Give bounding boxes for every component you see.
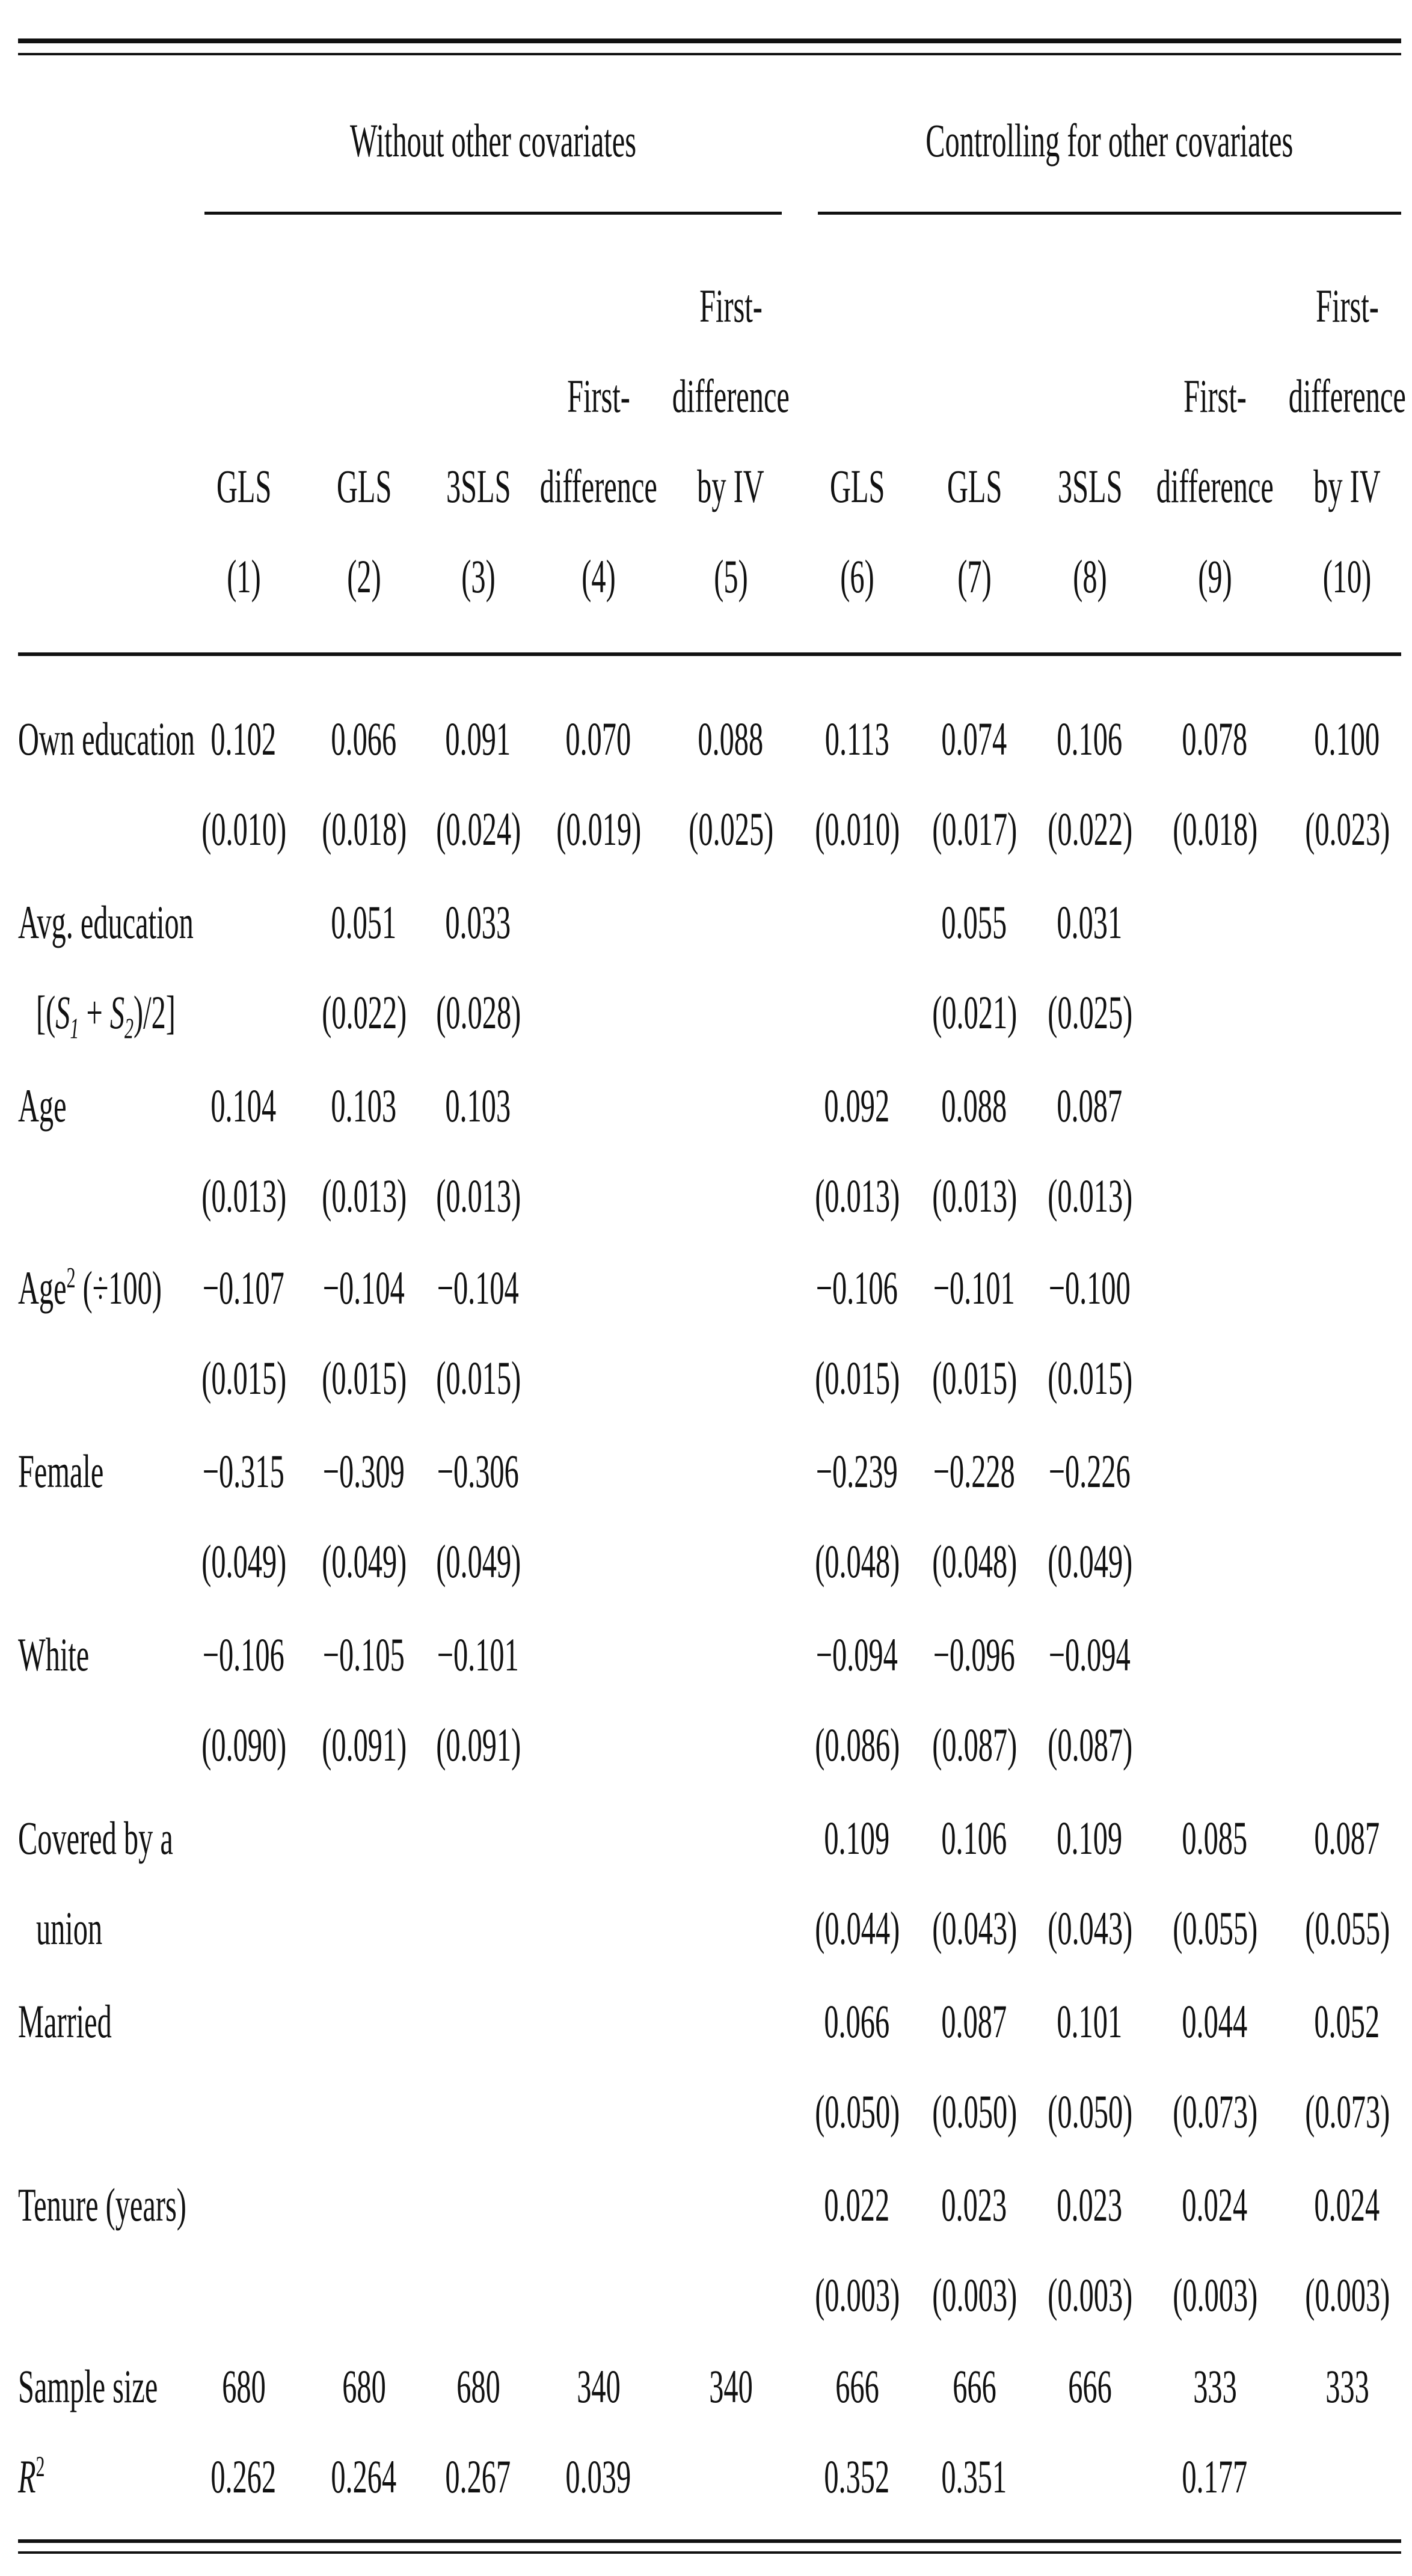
header-rule	[18, 652, 1401, 656]
sample-size-value: 333	[1193, 2360, 1237, 2412]
table-cell-std-error: (0.015)	[201, 1352, 286, 1404]
table-cell-estimate: 0.091	[445, 713, 511, 765]
table-cell-estimate: 0.087	[1057, 1079, 1123, 1132]
table-cell-std-error: (0.049)	[201, 1535, 286, 1587]
table-cell-estimate: 0.113	[824, 713, 889, 765]
r-squared-value: 0.177	[1182, 2450, 1248, 2503]
table-cell-estimate: 0.023	[1057, 2179, 1123, 2231]
r-squared-label: $R^2$	[18, 2450, 45, 2503]
column-number: (6)	[840, 550, 874, 603]
column-number: (2)	[346, 550, 381, 603]
row-label: union	[36, 1902, 103, 1954]
column-number: (3)	[461, 550, 496, 603]
table-cell-std-error: (0.091)	[321, 1719, 407, 1771]
table-cell-std-error: (0.024)	[435, 803, 521, 855]
table-cell-estimate: 0.033	[445, 896, 511, 948]
table-cell-estimate: −0.101	[437, 1628, 519, 1681]
table-cell-std-error: (0.013)	[1047, 1170, 1132, 1222]
row-label: Own education	[18, 713, 195, 765]
table-cell-std-error: (0.025)	[688, 803, 773, 855]
column-number: (8)	[1072, 550, 1107, 603]
table-cell-estimate: −0.105	[322, 1628, 405, 1681]
table-cell-std-error: (0.073)	[1304, 2085, 1390, 2138]
column-number: (7)	[957, 550, 992, 603]
table-cell-estimate: 0.066	[331, 713, 397, 765]
table-cell-estimate: 0.104	[210, 1079, 277, 1132]
table-cell-estimate: −0.106	[202, 1628, 284, 1681]
table-cell-std-error: (0.015)	[1047, 1352, 1132, 1404]
table-cell-std-error: (0.023)	[1304, 803, 1390, 855]
table-cell-estimate: 0.109	[824, 1812, 890, 1864]
table-cell-std-error: (0.073)	[1172, 2085, 1257, 2138]
table-cell-estimate: −0.104	[437, 1262, 519, 1314]
sample-size-value: 666	[1067, 2360, 1112, 2412]
table-cell-std-error: (0.050)	[932, 2085, 1017, 2138]
table-cell-estimate: 0.088	[941, 1079, 1007, 1132]
table-cell-std-error: (0.050)	[814, 2085, 900, 2138]
table-cell-std-error: (0.003)	[814, 2269, 900, 2321]
table-cell-std-error: (0.055)	[1172, 1902, 1257, 1954]
table-cell-estimate: 0.100	[1314, 713, 1380, 765]
table-cell-std-error: (0.050)	[1047, 2085, 1132, 2138]
table-cell-std-error: (0.015)	[814, 1352, 900, 1404]
table-cell-std-error: (0.049)	[321, 1535, 407, 1587]
table-cell-estimate: 0.024	[1182, 2179, 1248, 2231]
table-cell-estimate: −0.239	[815, 1445, 898, 1497]
row-label: Covered by a	[18, 1812, 173, 1864]
table-cell-estimate: 0.109	[1057, 1812, 1123, 1864]
table-cell-estimate: 0.052	[1314, 1995, 1380, 2047]
column-method-header: First-	[699, 280, 763, 332]
table-cell-std-error: (0.090)	[201, 1719, 286, 1771]
row-label: White	[18, 1628, 90, 1681]
sample-size-value: 680	[342, 2360, 386, 2412]
table-cell-estimate: −0.315	[202, 1445, 284, 1497]
sample-size-value: 666	[952, 2360, 996, 2412]
table-cell-estimate: 0.087	[1314, 1812, 1380, 1864]
table-cell-estimate: −0.104	[322, 1262, 405, 1314]
table-cell-estimate: 0.024	[1314, 2179, 1380, 2231]
column-method-header: difference	[1156, 460, 1274, 512]
table-cell-std-error: (0.028)	[435, 986, 521, 1038]
row-label: Tenure (years)	[18, 2179, 186, 2231]
row-label: Age$^2$ (÷100)	[18, 1262, 162, 1314]
table-cell-std-error: (0.044)	[814, 1902, 900, 1954]
r-squared-value: 0.262	[210, 2450, 277, 2503]
table-cell-std-error: (0.043)	[932, 1902, 1017, 1954]
sample-size-label: Sample size	[18, 2360, 158, 2412]
table-cell-std-error: (0.013)	[435, 1170, 521, 1222]
row-label: Married	[18, 1995, 112, 2047]
table-cell-estimate: −0.101	[933, 1262, 1015, 1314]
r-squared-value: 0.352	[824, 2450, 890, 2503]
table-cell-estimate: −0.226	[1048, 1445, 1131, 1497]
table-cell-std-error: (0.087)	[932, 1719, 1017, 1771]
table-cell-std-error: (0.010)	[814, 803, 900, 855]
table-cell-estimate: −0.106	[815, 1262, 898, 1314]
table-cell-estimate: −0.096	[933, 1628, 1015, 1681]
sample-size-value: 340	[576, 2360, 621, 2412]
table-cell-std-error: (0.013)	[321, 1170, 407, 1222]
sample-size-value: 680	[221, 2360, 266, 2412]
table-cell-estimate: 0.102	[210, 713, 277, 765]
table-cell-std-error: (0.049)	[435, 1535, 521, 1587]
table-cell-estimate: 0.051	[331, 896, 397, 948]
column-method-header: GLS	[336, 460, 391, 512]
top-rule-thin	[18, 53, 1401, 55]
table-cell-estimate: 0.022	[824, 2179, 890, 2231]
table-cell-estimate: 0.103	[445, 1079, 511, 1132]
column-number: (4)	[581, 550, 616, 603]
table-cell-std-error: (0.018)	[321, 803, 407, 855]
row-label: Age	[18, 1079, 67, 1132]
table-cell-estimate: 0.031	[1057, 896, 1123, 948]
table-cell-std-error: (0.010)	[201, 803, 286, 855]
table-cell-std-error: (0.049)	[1047, 1535, 1132, 1587]
table-cell-std-error: (0.018)	[1172, 803, 1257, 855]
group-header-without-covariates: Without other covariates	[349, 114, 637, 167]
table-cell-estimate: 0.087	[941, 1995, 1007, 2047]
column-method-header: First-	[1183, 370, 1247, 422]
column-number: (9)	[1197, 550, 1232, 603]
r-squared-value: 0.264	[331, 2450, 397, 2503]
r-squared-value: 0.267	[445, 2450, 511, 2503]
table-cell-std-error: (0.003)	[1047, 2269, 1132, 2321]
sample-size-value: 340	[708, 2360, 753, 2412]
table-cell-std-error: (0.055)	[1304, 1902, 1390, 1954]
column-method-header: difference	[672, 370, 790, 422]
table-cell-std-error: (0.017)	[932, 803, 1017, 855]
group-underline-left	[204, 212, 782, 215]
table-cell-estimate: 0.078	[1182, 713, 1248, 765]
table-cell-std-error: (0.087)	[1047, 1719, 1132, 1771]
table-cell-std-error: (0.091)	[435, 1719, 521, 1771]
table-cell-std-error: (0.043)	[1047, 1902, 1132, 1954]
table-cell-std-error: (0.013)	[814, 1170, 900, 1222]
r-squared-value: 0.351	[941, 2450, 1007, 2503]
table-cell-std-error: (0.086)	[814, 1719, 900, 1771]
table-cell-estimate: 0.023	[941, 2179, 1007, 2231]
table-cell-estimate: −0.306	[437, 1445, 519, 1497]
table-cell-estimate: −0.094	[1048, 1628, 1131, 1681]
table-cell-estimate: −0.094	[815, 1628, 898, 1681]
table-cell-estimate: 0.088	[698, 713, 764, 765]
column-method-header: difference	[1288, 370, 1406, 422]
column-method-header: 3SLS	[1057, 460, 1122, 512]
table-cell-estimate: 0.044	[1182, 1995, 1248, 2047]
table-cell-std-error: (0.003)	[1172, 2269, 1257, 2321]
sample-size-value: 333	[1325, 2360, 1369, 2412]
column-number: (1)	[226, 550, 261, 603]
table-cell-std-error: (0.019)	[556, 803, 641, 855]
table-cell-std-error: (0.015)	[321, 1352, 407, 1404]
table-cell-estimate: 0.092	[824, 1079, 890, 1132]
bottom-rule-thin	[18, 2551, 1401, 2554]
table-cell-estimate: 0.055	[941, 896, 1007, 948]
table-cell-estimate: 0.106	[941, 1812, 1007, 1864]
table-cell-estimate: 0.070	[565, 713, 631, 765]
column-method-header: GLS	[947, 460, 1002, 512]
table-cell-std-error: (0.022)	[1047, 803, 1132, 855]
table-cell-std-error: (0.025)	[1047, 986, 1132, 1038]
table-cell-estimate: −0.228	[933, 1445, 1015, 1497]
table-cell-estimate: 0.074	[941, 713, 1007, 765]
table-cell-estimate: −0.107	[202, 1262, 284, 1314]
table-cell-std-error: (0.013)	[201, 1170, 286, 1222]
row-label: Avg. education	[18, 896, 194, 948]
column-method-header: by IV	[1313, 460, 1381, 512]
r-squared-value: 0.039	[565, 2450, 631, 2503]
group-underline-right	[818, 212, 1401, 215]
table-cell-std-error: (0.013)	[932, 1170, 1017, 1222]
table-cell-std-error: (0.015)	[435, 1352, 521, 1404]
column-method-header: First-	[1315, 280, 1379, 332]
top-rule	[18, 38, 1401, 43]
table-cell-std-error: (0.003)	[1304, 2269, 1390, 2321]
table-cell-std-error: (0.021)	[932, 986, 1017, 1038]
sample-size-value: 680	[456, 2360, 500, 2412]
column-method-header: by IV	[697, 460, 764, 512]
row-label: $[(S_1 + S_2)/2]$	[36, 986, 176, 1045]
column-number: (5)	[713, 550, 748, 603]
table-cell-std-error: (0.048)	[932, 1535, 1017, 1587]
table-cell-estimate: 0.106	[1057, 713, 1123, 765]
table-cell-estimate: −0.309	[322, 1445, 405, 1497]
group-header-controlling-covariates: Controlling for other covariates	[925, 114, 1294, 167]
sample-size-value: 666	[835, 2360, 879, 2412]
column-method-header: 3SLS	[446, 460, 511, 512]
column-method-header: difference	[539, 460, 657, 512]
column-method-header: First-	[566, 370, 630, 422]
table-cell-estimate: −0.100	[1048, 1262, 1131, 1314]
column-number: (10)	[1322, 550, 1372, 603]
table-cell-estimate: 0.066	[824, 1995, 890, 2047]
column-method-header: GLS	[829, 460, 885, 512]
table-cell-std-error: (0.015)	[932, 1352, 1017, 1404]
table-cell-estimate: 0.085	[1182, 1812, 1248, 1864]
table-cell-std-error: (0.003)	[932, 2269, 1017, 2321]
bottom-rule	[18, 2539, 1401, 2543]
table-cell-std-error: (0.022)	[321, 986, 407, 1038]
row-label: Female	[18, 1445, 104, 1497]
table-cell-estimate: 0.103	[331, 1079, 397, 1132]
column-method-header: GLS	[216, 460, 271, 512]
table-cell-std-error: (0.048)	[814, 1535, 900, 1587]
table-cell-estimate: 0.101	[1057, 1995, 1123, 2047]
